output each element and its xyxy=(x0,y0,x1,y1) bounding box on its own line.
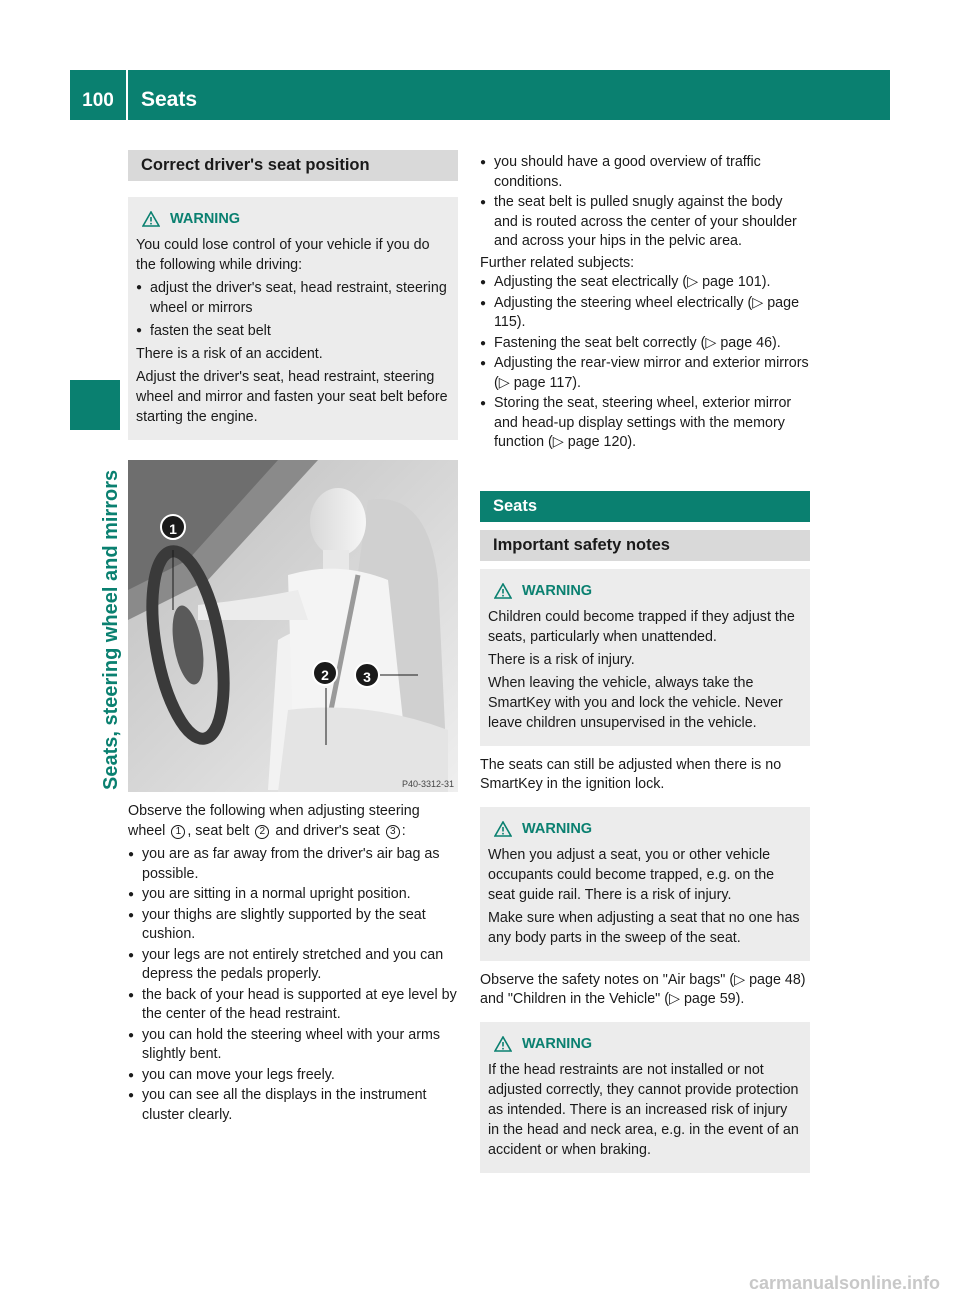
driver-seat-illustration xyxy=(128,460,458,792)
cross-reference-link[interactable]: ● Adjusting the seat electrically (▷ page 101). xyxy=(480,273,810,293)
warning-label: WARNING xyxy=(522,820,593,837)
list-item: ● you should have a good overview of traffic conditions. xyxy=(480,153,810,192)
warning-advice: Adjust the driver's seat, head restraint, steering wheel and mirror and fasten your seat belt before starting the engine. xyxy=(136,369,448,425)
driver-illustration-graphic xyxy=(128,460,458,792)
circled-number: 2 xyxy=(255,825,269,839)
observe-text: , seat belt xyxy=(187,822,250,839)
callout-seat-belt: 2 xyxy=(312,660,338,686)
section-heading-driver-seat: Correct driver's seat position xyxy=(128,150,458,181)
warning-triangle-icon xyxy=(494,821,512,837)
warning-triangle-icon xyxy=(142,211,160,227)
warning-list xyxy=(136,278,450,341)
list-item: ● you are as far away from the driver's air bag as possible. xyxy=(128,845,458,884)
section-heading-seats: Seats xyxy=(480,491,810,522)
list-item: ● your thighs are slightly supported by the seat cushion. xyxy=(128,906,458,945)
warning-triangle-icon xyxy=(494,1036,512,1052)
position-checklist xyxy=(128,845,458,1125)
warning-header xyxy=(488,819,802,839)
list-item: ● adjust the driver's seat, head restraint, steering wheel or mirrors xyxy=(136,278,450,318)
warning-header xyxy=(488,1034,802,1054)
circled-number: 1 xyxy=(171,825,185,839)
seats-paragraph: The seats can still be adjusted when there is no SmartKey in the ignition lock. xyxy=(480,756,782,792)
list-item: ● you can hold the steering wheel with your arms slightly bent. xyxy=(128,1026,458,1065)
cross-reference-link[interactable]: ● Adjusting the steering wheel electrically (▷ page 115). xyxy=(480,294,810,333)
warning-box xyxy=(128,197,458,440)
page-number: 100 xyxy=(82,90,114,111)
warning-text: When you adjust a seat, you or other vehicle occupants could become trapped, e.g. on the seat guide rail. There is a risk of injury. xyxy=(488,846,775,903)
warning-text: There is a risk of injury. xyxy=(488,651,635,668)
list-item: ● fasten the seat belt xyxy=(136,321,450,341)
warning-text: If the head restraints are not installed or not adjusted correctly, they cannot provide protection as intended. There is an increased risk of injury in the head and neck area, e.g. in the event of an accident or when braking. xyxy=(488,1061,799,1158)
list-item: ● you are sitting in a normal upright position. xyxy=(128,885,458,905)
callout-steering-wheel: 1 xyxy=(160,514,186,540)
list-item: ● you can move your legs freely. xyxy=(128,1066,458,1086)
image-code: P40-3312-31 xyxy=(401,779,454,789)
list-item: ● the back of your head is supported at eye level by the center of the head restraint. xyxy=(128,986,458,1025)
right-column xyxy=(480,153,810,1173)
warning-box-children xyxy=(480,569,810,746)
header-title: Seats xyxy=(141,88,198,111)
warning-intro: You could lose control of your vehicle if you do the following while driving: xyxy=(136,237,430,273)
watermark: carmanualsonline.info xyxy=(748,1273,940,1293)
position-checklist-continued xyxy=(480,153,810,252)
cross-reference-link[interactable]: ● Fastening the seat belt correctly (▷ page 46). xyxy=(480,334,810,354)
warning-text: When leaving the vehicle, always take the SmartKey with you and lock the vehicle. Never leave children unsupervised in the vehicle. xyxy=(488,674,783,731)
further-subjects-label: Further related subjects: xyxy=(480,254,635,271)
further-subjects-list xyxy=(480,273,810,453)
cross-reference-link[interactable]: ● Storing the seat, steering wheel, exterior mirror and head-up display settings with the memory function (▷ page 120). xyxy=(480,394,810,453)
safety-notes-paragraph: Observe the safety notes on "Air bags" (▷ page 48) and "Children in the Vehicle" (▷ page 59). xyxy=(480,971,806,1007)
warning-label: WARNING xyxy=(170,211,241,227)
observe-text: Observe the following when adjusting steering wheel xyxy=(128,803,420,839)
observe-paragraph xyxy=(128,802,458,841)
warning-label: WARNING xyxy=(522,1035,593,1052)
callout-drivers-seat: 3 xyxy=(354,662,380,688)
observe-text: : xyxy=(401,822,406,839)
observe-text: and driver's seat xyxy=(275,822,380,839)
left-column xyxy=(128,150,458,1126)
warning-header xyxy=(136,209,450,229)
warning-text: Make sure when adjusting a seat that no one has any body parts in the sweep of the seat. xyxy=(488,909,800,946)
header-divider xyxy=(126,70,128,120)
warning-box-head-restraints xyxy=(480,1022,810,1173)
side-tab-marker xyxy=(70,380,120,430)
side-tab-label: Seats, steering wheel and mirrors xyxy=(100,469,122,790)
warning-header xyxy=(488,581,802,601)
cross-reference-link[interactable]: ● Adjusting the rear-view mirror and exterior mirrors (▷ page 117). xyxy=(480,354,810,393)
warning-triangle-icon xyxy=(494,583,512,599)
warning-risk: There is a risk of an accident. xyxy=(136,346,323,362)
list-item: ● you can see all the displays in the instrument cluster clearly. xyxy=(128,1086,458,1125)
warning-text: Children could become trapped if they adjust the seats, particularly when unattended. xyxy=(488,608,795,645)
list-item: ● your legs are not entirely stretched and you can depress the pedals properly. xyxy=(128,946,458,985)
warning-box-trapped xyxy=(480,807,810,961)
list-item: ● the seat belt is pulled snugly against the body and is routed across the center of your shoulder and across your hips in the pelvic area. xyxy=(480,193,810,252)
section-heading-safety-notes: Important safety notes xyxy=(480,530,810,561)
warning-label: WARNING xyxy=(522,582,593,599)
circled-number: 3 xyxy=(386,825,400,839)
